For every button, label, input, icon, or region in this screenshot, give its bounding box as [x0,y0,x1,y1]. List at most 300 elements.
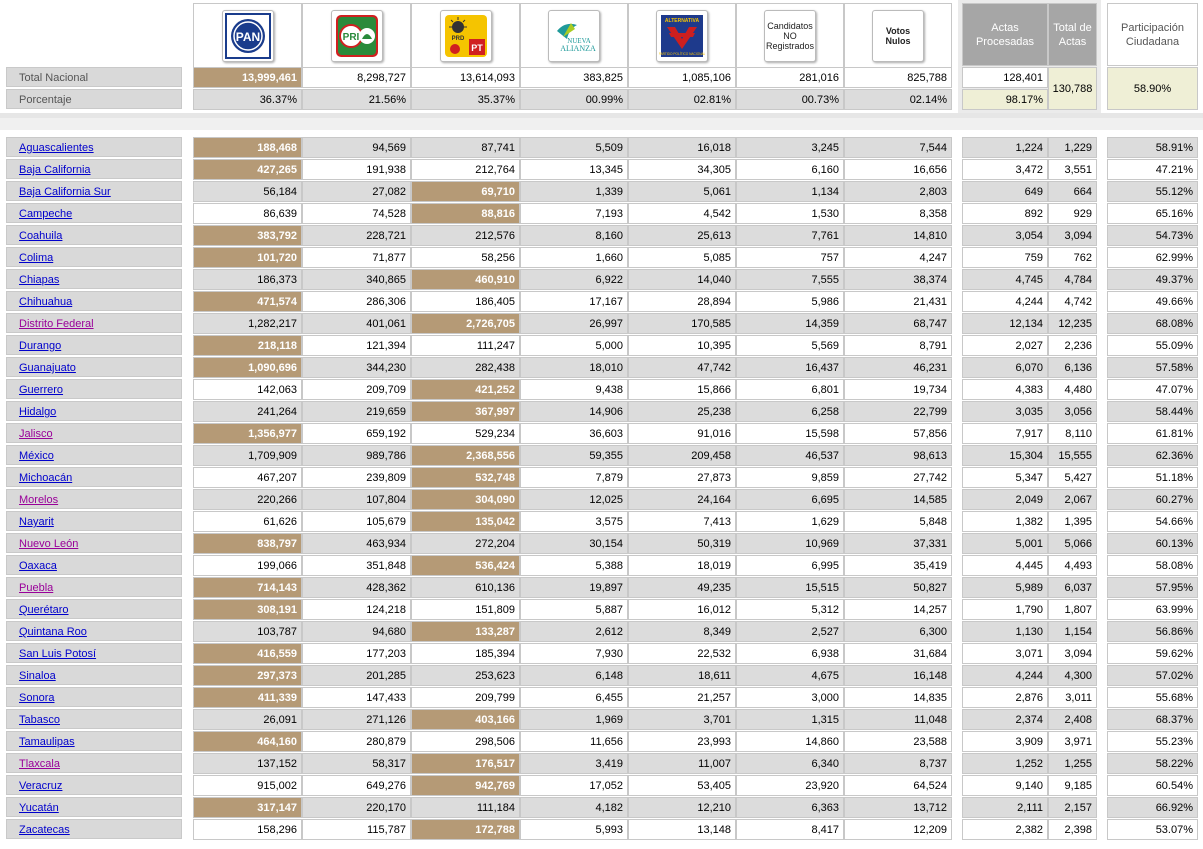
participacion-cell: 55.68% [1107,687,1198,708]
state-row-label [6,203,182,223]
participacion-cell: 58.44% [1107,401,1198,422]
state-link[interactable]: Guerrero [19,384,64,396]
state-link[interactable]: Sinaloa [19,670,56,682]
state-link[interactable]: Morelos [19,494,59,506]
state-link[interactable]: Michoacán [19,472,73,484]
svg-text:PRI: PRI [342,32,359,43]
vote-cell: 22,799 [844,401,952,422]
vote-cell: 1,660 [520,247,628,268]
vote-cell: 37,331 [844,533,952,554]
state-row-label [6,379,182,399]
total-actas-cell: 3,971 [1048,731,1097,752]
vote-cell: 2,612 [520,621,628,642]
state-row-label [6,643,182,663]
state-link[interactable]: Querétaro [19,604,69,616]
actas-procesadas-cell: 1,130 [962,621,1048,642]
state-row-label [6,555,182,575]
vote-cell: 191,938 [302,159,411,180]
vote-cell: 280,879 [302,731,411,752]
state-link[interactable]: Durango [19,340,62,352]
state-row-label [6,247,182,267]
vote-cell: 58,317 [302,753,411,774]
vote-cell: 10,395 [628,335,736,356]
total-actas-cell: 2,067 [1048,489,1097,510]
actas-procesadas-cell: 9,140 [962,775,1048,796]
vote-cell: 5,509 [520,137,628,158]
actas-procesadas-cell: 1,252 [962,753,1048,774]
vote-cell: 94,680 [302,621,411,642]
total-actas-cell: 4,480 [1048,379,1097,400]
state-row-label [6,225,182,245]
vote-cell: 6,160 [736,159,844,180]
state-row-label [6,335,182,355]
participacion-cell: 65.16% [1107,203,1198,224]
porcentaje-label: Porcentaje [6,89,182,109]
vote-cell: 1,709,909 [193,445,302,466]
participacion-label: Participación Ciudadana [1121,21,1184,48]
vote-cell: 16,148 [844,665,952,686]
vote-cell: 1,134 [736,181,844,202]
participacion-cell: 54.73% [1107,225,1198,246]
vote-cell: 464,160 [193,731,302,752]
vote-cell: 416,559 [193,643,302,664]
vote-cell: 6,455 [520,687,628,708]
vote-cell: 14,585 [844,489,952,510]
vote-cell: 34,305 [628,159,736,180]
vote-cell: 7,761 [736,225,844,246]
vote-cell: 188,468 [193,137,302,158]
state-link[interactable]: Baja California Sur [19,186,111,198]
state-link[interactable]: México [19,450,54,462]
vote-cell: 50,319 [628,533,736,554]
vote-cell: 5,061 [628,181,736,202]
national-actas-procesadas: 128,401 [962,67,1048,88]
vote-cell: 18,010 [520,357,628,378]
state-link[interactable]: Guanajuato [19,362,76,374]
actas-procesadas-cell: 7,917 [962,423,1048,444]
vote-cell: 239,809 [302,467,411,488]
vote-cell: 56,184 [193,181,302,202]
vote-cell: 209,709 [302,379,411,400]
vote-cell: 659,192 [302,423,411,444]
vote-cell: 15,598 [736,423,844,444]
vote-cell: 176,517 [411,753,520,774]
vote-cell: 36,603 [520,423,628,444]
vote-cell: 344,230 [302,357,411,378]
state-row-label [6,709,182,729]
vote-cell: 463,934 [302,533,411,554]
participacion-cell: 58.91% [1107,137,1198,158]
vote-cell: 5,388 [520,555,628,576]
vote-cell: 383,792 [193,225,302,246]
vote-cell: 209,458 [628,445,736,466]
vote-cell: 532,748 [411,467,520,488]
vote-cell: 2,368,556 [411,445,520,466]
vote-cell: 17,167 [520,291,628,312]
vote-cell: 2,726,705 [411,313,520,334]
participacion-cell: 53.07% [1107,819,1198,840]
participacion-cell: 57.58% [1107,357,1198,378]
actas-procesadas-cell: 1,382 [962,511,1048,532]
vote-cell: 142,063 [193,379,302,400]
actas-procesadas-cell: 2,049 [962,489,1048,510]
participacion-cell: 55.09% [1107,335,1198,356]
state-link[interactable]: Nuevo León [19,538,79,550]
pan-logo-text: PAN [235,30,260,44]
vote-cell: 201,285 [302,665,411,686]
participacion-cell: 58.08% [1107,555,1198,576]
vote-cell: 7,413 [628,511,736,532]
participacion-cell: 60.13% [1107,533,1198,554]
actas-procesadas-cell: 2,111 [962,797,1048,818]
national-total-cell: 383,825 [520,67,628,88]
vote-cell: 137,152 [193,753,302,774]
total-actas-cell: 3,056 [1048,401,1097,422]
vn-logo-text: Votos Nulos [885,26,911,46]
state-link[interactable]: Veracruz [19,780,63,792]
vote-cell: 218,118 [193,335,302,356]
vote-cell: 111,184 [411,797,520,818]
vote-cell: 471,574 [193,291,302,312]
vote-cell: 38,374 [844,269,952,290]
vote-cell: 13,148 [628,819,736,840]
vote-cell: 57,856 [844,423,952,444]
total-actas-cell: 15,555 [1048,445,1097,466]
vote-cell: 9,438 [520,379,628,400]
vote-cell: 10,969 [736,533,844,554]
vote-cell: 529,234 [411,423,520,444]
participacion-cell: 54.66% [1107,511,1198,532]
state-row-label [6,181,182,201]
state-row-label [6,797,182,817]
vote-cell: 757 [736,247,844,268]
participacion-cell: 66.92% [1107,797,1198,818]
vote-cell: 18,019 [628,555,736,576]
vote-cell: 133,287 [411,621,520,642]
national-total-actas: 130,788 [1048,67,1097,110]
vote-cell: 11,007 [628,753,736,774]
state-row-label [6,445,182,465]
na-logo-text-1: NUEVA [567,37,591,45]
vote-cell: 53,405 [628,775,736,796]
actas-procesadas-cell: 5,989 [962,577,1048,598]
vote-cell: 14,040 [628,269,736,290]
vote-cell: 50,827 [844,577,952,598]
national-total-cell: 281,016 [736,67,844,88]
vote-cell: 30,154 [520,533,628,554]
vote-cell: 23,588 [844,731,952,752]
vote-cell: 27,873 [628,467,736,488]
participacion-cell: 51.18% [1107,467,1198,488]
total-actas-cell: 4,742 [1048,291,1097,312]
vote-cell: 12,209 [844,819,952,840]
state-link[interactable]: Tamaulipas [19,736,75,748]
actas-procesadas-label: Actas Procesadas [975,21,1035,48]
vote-cell: 71,877 [302,247,411,268]
state-link[interactable]: Distrito Federal [19,318,94,330]
state-row-label [6,313,182,333]
actas-procesadas-cell: 1,790 [962,599,1048,620]
vote-cell: 610,136 [411,577,520,598]
actas-procesadas-cell: 15,304 [962,445,1048,466]
vote-cell: 26,997 [520,313,628,334]
state-link[interactable]: San Luis Potosí [19,648,97,660]
national-total-cell: 1,085,106 [628,67,736,88]
total-actas-cell: 1,255 [1048,753,1097,774]
state-link[interactable]: Baja California [19,164,91,176]
total-actas-cell: 4,300 [1048,665,1097,686]
vote-cell: 6,695 [736,489,844,510]
state-row-label [6,423,182,443]
vote-cell: 340,865 [302,269,411,290]
vote-cell: 212,764 [411,159,520,180]
vote-cell: 151,809 [411,599,520,620]
vote-cell: 4,542 [628,203,736,224]
vote-cell: 14,359 [736,313,844,334]
vote-cell: 428,362 [302,577,411,598]
vote-cell: 87,741 [411,137,520,158]
vote-cell: 86,639 [193,203,302,224]
vote-cell: 27,742 [844,467,952,488]
vote-cell: 649,276 [302,775,411,796]
vote-cell: 12,210 [628,797,736,818]
vote-cell: 1,530 [736,203,844,224]
state-row-label [6,533,182,553]
vote-cell: 304,090 [411,489,520,510]
actas-procesadas-cell: 2,027 [962,335,1048,356]
participacion-cell: 63.99% [1107,599,1198,620]
participacion-cell: 49.37% [1107,269,1198,290]
state-link[interactable]: Tabasco [19,714,60,726]
state-link[interactable]: Tlaxcala [19,758,60,770]
state-row-label [6,137,182,157]
vote-cell: 5,887 [520,599,628,620]
alt-logo-subtext: PARTIDO POLÍTICO NACIONAL [659,52,705,56]
vote-cell: 219,659 [302,401,411,422]
actas-procesadas-cell: 4,244 [962,291,1048,312]
vote-cell: 135,042 [411,511,520,532]
vote-cell: 26,091 [193,709,302,730]
participacion-cell: 55.23% [1107,731,1198,752]
vote-cell: 147,433 [302,687,411,708]
vote-cell: 272,204 [411,533,520,554]
vote-cell: 64,524 [844,775,952,796]
vote-cell: 5,986 [736,291,844,312]
total-actas-cell: 2,157 [1048,797,1097,818]
national-percent-cell: 21.56% [302,89,411,110]
vote-cell: 16,437 [736,357,844,378]
state-link[interactable]: Quintana Roo [19,626,87,638]
vote-cell: 61,626 [193,511,302,532]
state-link[interactable]: Aguascalientes [19,142,94,154]
vote-cell: 27,082 [302,181,411,202]
vote-cell: 6,995 [736,555,844,576]
state-link[interactable]: Campeche [19,208,73,220]
vote-cell: 6,363 [736,797,844,818]
participacion-cell: 62.99% [1107,247,1198,268]
state-link[interactable]: Nayarit [19,516,54,528]
prd-logo-text: PRD [451,36,464,42]
participacion-cell: 61.81% [1107,423,1198,444]
state-row-label [6,687,182,707]
national-total-cell: 13,999,461 [193,67,302,88]
participacion-cell: 47.21% [1107,159,1198,180]
actas-procesadas-cell: 649 [962,181,1048,202]
state-row-label [6,489,182,509]
participacion-cell: 62.36% [1107,445,1198,466]
vote-cell: 411,339 [193,687,302,708]
actas-procesadas-cell: 2,876 [962,687,1048,708]
vote-cell: 25,613 [628,225,736,246]
state-link[interactable]: Oaxaca [19,560,57,572]
state-row-label [6,401,182,421]
state-link[interactable]: Chihuahua [19,296,73,308]
state-row-label [6,621,182,641]
vote-cell: 13,345 [520,159,628,180]
vote-cell: 308,191 [193,599,302,620]
vote-cell: 3,419 [520,753,628,774]
state-link[interactable]: Chiapas [19,274,60,286]
vote-cell: 68,747 [844,313,952,334]
vote-cell: 5,000 [520,335,628,356]
actas-procesadas-cell: 12,134 [962,313,1048,334]
actas-procesadas-cell: 3,472 [962,159,1048,180]
total-actas-cell: 9,185 [1048,775,1097,796]
actas-procesadas-cell: 4,383 [962,379,1048,400]
vote-cell: 16,012 [628,599,736,620]
vote-cell: 9,859 [736,467,844,488]
vote-cell: 24,164 [628,489,736,510]
actas-procesadas-cell: 4,745 [962,269,1048,290]
total-actas-cell: 3,011 [1048,687,1097,708]
participacion-cell: 68.37% [1107,709,1198,730]
vote-cell: 170,585 [628,313,736,334]
vote-cell: 351,848 [302,555,411,576]
vote-cell: 16,656 [844,159,952,180]
vote-cell: 8,349 [628,621,736,642]
vote-cell: 15,866 [628,379,736,400]
vote-cell: 98,613 [844,445,952,466]
national-total-cell: 8,298,727 [302,67,411,88]
vote-cell: 7,555 [736,269,844,290]
vote-cell: 6,801 [736,379,844,400]
participacion-cell: 59.62% [1107,643,1198,664]
vote-cell: 158,296 [193,819,302,840]
total-actas-cell: 4,784 [1048,269,1097,290]
state-link[interactable]: Coahuila [19,230,63,242]
vote-cell: 28,894 [628,291,736,312]
vote-cell: 177,203 [302,643,411,664]
total-actas-cell: 664 [1048,181,1097,202]
national-percent-cell: 02.14% [844,89,952,110]
participacion-cell: 55.12% [1107,181,1198,202]
vote-cell: 536,424 [411,555,520,576]
state-link[interactable]: Jalisco [19,428,53,440]
vote-cell: 1,339 [520,181,628,202]
total-actas-cell: 929 [1048,203,1097,224]
vote-cell: 88,816 [411,203,520,224]
vote-cell: 427,265 [193,159,302,180]
vote-cell: 212,576 [411,225,520,246]
state-row-label [6,159,182,179]
actas-procesadas-cell: 5,001 [962,533,1048,554]
vote-cell: 74,528 [302,203,411,224]
state-link[interactable]: Sonora [19,692,55,704]
state-row-label [6,775,182,795]
vote-cell: 58,256 [411,247,520,268]
national-percent-cell: 35.37% [411,89,520,110]
vote-cell: 46,537 [736,445,844,466]
vote-cell: 838,797 [193,533,302,554]
vote-cell: 2,527 [736,621,844,642]
actas-procesadas-cell: 2,382 [962,819,1048,840]
state-row-label [6,269,182,289]
state-link[interactable]: Yucatán [19,802,59,814]
vote-cell: 31,684 [844,643,952,664]
state-row-label [6,467,182,487]
vote-cell: 6,258 [736,401,844,422]
vote-cell: 15,515 [736,577,844,598]
actas-procesadas-cell: 6,070 [962,357,1048,378]
state-link[interactable]: Puebla [19,582,54,594]
total-actas-cell: 8,110 [1048,423,1097,444]
vote-cell: 942,769 [411,775,520,796]
vote-cell: 23,920 [736,775,844,796]
vote-cell: 46,231 [844,357,952,378]
participacion-cell: 49.66% [1107,291,1198,312]
vote-cell: 6,148 [520,665,628,686]
national-total-cell: 13,614,093 [411,67,520,88]
vote-cell: 241,264 [193,401,302,422]
national-participacion: 58.90% [1107,67,1198,110]
vote-cell: 253,623 [411,665,520,686]
vote-cell: 12,025 [520,489,628,510]
total-actas-cell: 12,235 [1048,313,1097,334]
total-actas-cell: 5,066 [1048,533,1097,554]
vote-cell: 1,090,696 [193,357,302,378]
national-percent-cell: 02.81% [628,89,736,110]
state-link[interactable]: Colima [19,252,54,264]
vote-cell: 7,544 [844,137,952,158]
total-actas-cell: 762 [1048,247,1097,268]
total-actas-label: Total de Actas [1053,21,1092,48]
vote-cell: 8,358 [844,203,952,224]
vote-cell: 3,245 [736,137,844,158]
total-actas-cell: 2,408 [1048,709,1097,730]
participacion-cell: 68.08% [1107,313,1198,334]
vote-cell: 94,569 [302,137,411,158]
actas-procesadas-cell: 892 [962,203,1048,224]
vote-cell: 59,355 [520,445,628,466]
actas-procesadas-cell: 5,347 [962,467,1048,488]
vote-cell: 1,356,977 [193,423,302,444]
vote-cell: 35,419 [844,555,952,576]
vote-cell: 172,788 [411,819,520,840]
total-actas-cell: 3,551 [1048,159,1097,180]
state-row-label [6,511,182,531]
participacion-cell: 60.54% [1107,775,1198,796]
state-link[interactable]: Zacatecas [19,824,70,836]
total-actas-cell: 6,136 [1048,357,1097,378]
vote-cell: 124,218 [302,599,411,620]
vote-cell: 121,394 [302,335,411,356]
vote-cell: 111,247 [411,335,520,356]
vote-cell: 14,257 [844,599,952,620]
vote-cell: 5,312 [736,599,844,620]
state-link[interactable]: Hidalgo [19,406,57,418]
vote-cell: 14,810 [844,225,952,246]
vote-cell: 282,438 [411,357,520,378]
